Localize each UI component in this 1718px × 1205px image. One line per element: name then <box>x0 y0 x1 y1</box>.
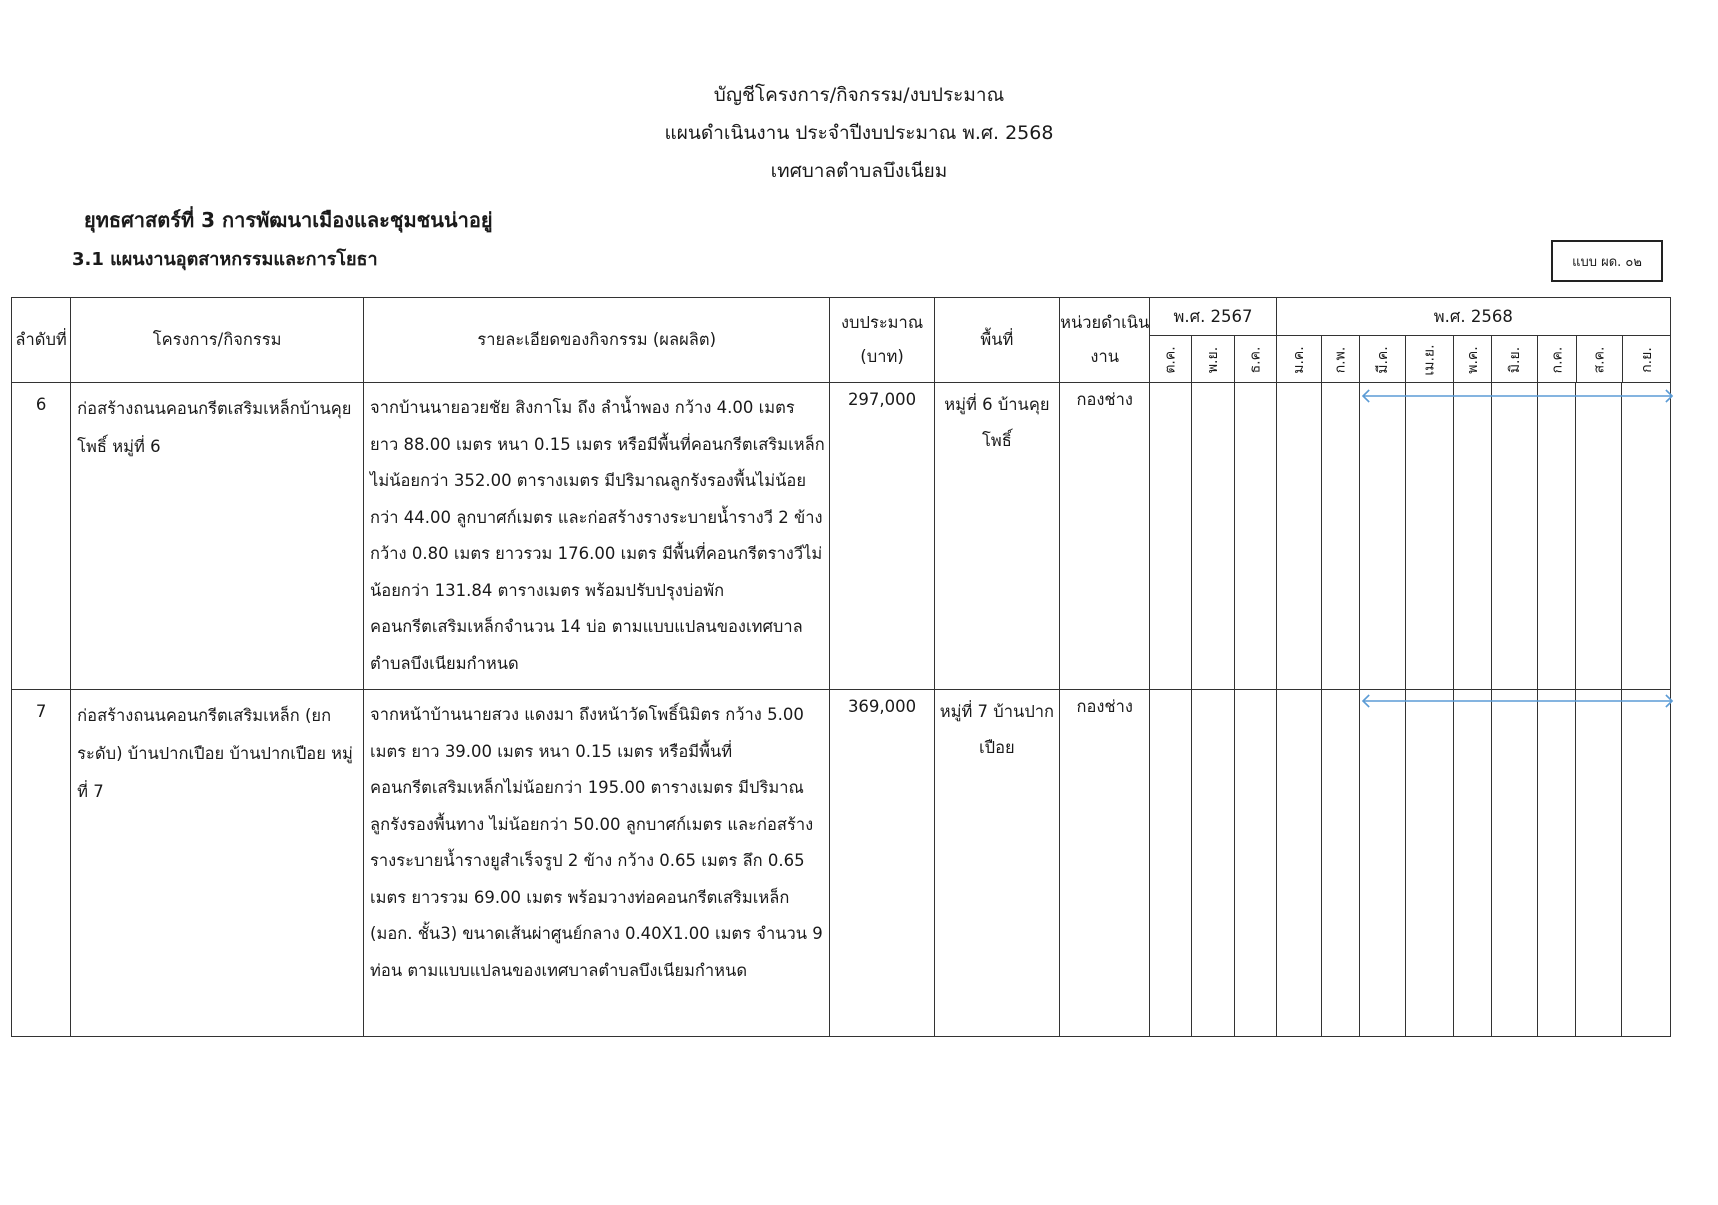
month-header <box>1492 336 1538 383</box>
form-code: แบบ ผด. ๐๒ <box>1572 254 1642 270</box>
month-cell <box>1150 690 1192 1037</box>
row-number: 7 <box>12 690 71 1037</box>
month-cell <box>1454 690 1492 1036</box>
col-header-year-2568: พ.ศ. 2568 <box>1276 298 1670 336</box>
month-cell <box>1622 690 1670 1036</box>
col-header-budget: งบประมาณ (บาท) <box>830 298 934 383</box>
month-cell <box>1321 690 1359 1037</box>
month-cell <box>1360 690 1406 1036</box>
month-grid <box>1360 383 1670 689</box>
month-header <box>1192 336 1234 383</box>
month-header <box>1406 336 1454 383</box>
month-label: มิ.ย. <box>1506 346 1523 374</box>
project-area: หมู่ที่ 7 บ้านปากเปือย <box>934 690 1059 1037</box>
month-cell <box>1492 690 1538 1036</box>
col-header-no: ลำดับที่ <box>12 298 71 383</box>
month-cell <box>1276 690 1321 1037</box>
responsible-unit: กองช่าง <box>1060 383 1150 690</box>
month-cell <box>1576 690 1622 1036</box>
plan-table <box>11 297 1671 1037</box>
budget-amount: 297,000 <box>830 383 934 690</box>
month-cell <box>1234 383 1276 690</box>
doc-subtitle: แผนดำเนินงาน ประจำปีงบประมาณ พ.ศ. 2568 <box>664 122 1054 144</box>
month-cell <box>1359 383 1670 690</box>
month-header <box>1321 336 1359 383</box>
month-grid <box>1360 690 1670 1036</box>
budget-amount: 369,000 <box>830 690 934 1037</box>
project-name: ก่อสร้างถนนคอนกรีตเสริมเหล็ก (ยกระดับ) บ้านปากเปือย บ้านปากเปือย หมู่ที่ 7 <box>71 690 364 1037</box>
month-cell <box>1538 690 1576 1036</box>
doc-title: บัญชีโครงการ/กิจกรรม/งบประมาณ <box>713 84 1005 106</box>
month-label: มี.ค. <box>1374 346 1391 374</box>
table-row <box>12 383 1671 690</box>
month-cell <box>1406 383 1454 689</box>
month-label: พ.ค. <box>1464 346 1481 374</box>
month-header <box>1538 336 1576 383</box>
month-header <box>1622 336 1670 383</box>
month-cell <box>1192 690 1234 1037</box>
month-cell <box>1321 383 1359 690</box>
month-cell <box>1576 383 1622 689</box>
month-label: ธ.ค. <box>1247 346 1264 374</box>
col-header-year-2567: พ.ศ. 2567 <box>1150 298 1276 336</box>
month-label: ก.ค. <box>1548 346 1565 374</box>
table-row <box>12 690 1671 1037</box>
month-header <box>1234 336 1276 383</box>
plan-title: 3.1 แผนงานอุตสาหกรรมและการโยธา <box>72 249 378 270</box>
month-label: พ.ย. <box>1204 346 1221 374</box>
project-name: ก่อสร้างถนนคอนกรีตเสริมเหล็กบ้านคุยโพธิ์ หมู่ที่ 6 <box>71 383 364 690</box>
month-label: ต.ค. <box>1162 346 1179 374</box>
month-header <box>1454 336 1492 383</box>
row-number: 6 <box>12 383 71 690</box>
project-area: หมู่ที่ 6 บ้านคุยโพธิ์ <box>934 383 1059 690</box>
month-label: เม.ย. <box>1421 344 1438 376</box>
month-cell <box>1622 383 1670 689</box>
col-header-area: พื้นที่ <box>934 298 1059 383</box>
municipality-name: เทศบาลตำบลบึงเนียม <box>770 160 948 182</box>
col-header-unit: หน่วยดำเนินงาน <box>1060 298 1150 383</box>
month-label: ก.ย. <box>1638 347 1655 373</box>
month-cell <box>1192 383 1234 690</box>
month-label: ก.พ. <box>1332 346 1349 374</box>
month-header <box>1276 336 1321 383</box>
month-cell <box>1234 690 1276 1037</box>
col-header-project: โครงการ/กิจกรรม <box>71 298 364 383</box>
strategy-title: ยุทธศาสตร์ที่ 3 การพัฒนาเมืองและชุมชนน่าอยู่ <box>84 208 493 232</box>
col-header-detail: รายละเอียดของกิจกรรม (ผลผลิต) <box>364 298 830 383</box>
month-cell <box>1492 383 1538 689</box>
month-cell <box>1150 383 1192 690</box>
form-code-box <box>1551 240 1663 282</box>
month-cell <box>1276 383 1321 690</box>
month-header <box>1576 336 1622 383</box>
month-cell <box>1454 383 1492 689</box>
month-header <box>1359 336 1405 383</box>
month-cell <box>1538 383 1576 689</box>
activity-detail: จากหน้าบ้านนายสวง แดงมา ถึงหน้าวัดโพธิ์นิมิตร กว้าง 5.00 เมตร ยาว 39.00 เมตร หนา 0.15 เมตร หรือมีพื้นที่คอนกรีตเสริมเหล็กไม่น้อยกว่า 195.00 ตารางเมตร มีปริมาณลูกรังรองพื้นทาง ไม่น้อยกว่า 50.00 ลูกบาศก์เมตร และก่อสร้างรางระบายน้ำรางยูสำเร็จรูป 2 ข้าง กว้าง 0.65 เมตร ลึก 0.65 เมตร ยาวรวม 69.00 เมตร พร้อมวางท่อคอนกรีตเสริมเหล็ก (มอก. ชั้น3) ขนาดเส้นผ่าศูนย์กลาง 0.40X1.00 เมตร จำนวน 9 ท่อน ตามแบบแปลนของเทศบาลตำบลบึงเนียมกำหนด <box>364 690 830 1037</box>
month-label: ส.ค. <box>1591 346 1608 374</box>
month-header <box>1150 336 1192 383</box>
responsible-unit: กองช่าง <box>1060 690 1150 1037</box>
month-cell <box>1406 690 1454 1036</box>
month-cell <box>1360 383 1406 689</box>
activity-detail: จากบ้านนายอวยชัย สิงกาโม ถึง ลำน้ำพอง กว้าง 4.00 เมตร ยาว 88.00 เมตร หนา 0.15 เมตร หรือมีพื้นที่คอนกรีตเสริมเหล็กไม่น้อยกว่า 352.00 ตารางเมตร มีปริมาณลูกรังรองพื้นไม่น้อยกว่า 44.00 ลูกบาศก์เมตร และก่อสร้างรางระบายน้ำรางวี 2 ข้าง กว้าง 0.80 เมตร ยาวรวม 176.00 เมตร มีพื้นที่คอนกรีตรางวีไม่น้อยกว่า 131.84 ตารางเมตร พร้อมปรับปรุงบ่อพักคอนกรีตเสริมเหล็กจำนวน 14 บ่อ ตามแบบแปลนของเทศบาลตำบลบึงเนียมกำหนด <box>364 383 830 690</box>
month-cell <box>1359 690 1670 1037</box>
month-label: ม.ค. <box>1290 346 1307 374</box>
